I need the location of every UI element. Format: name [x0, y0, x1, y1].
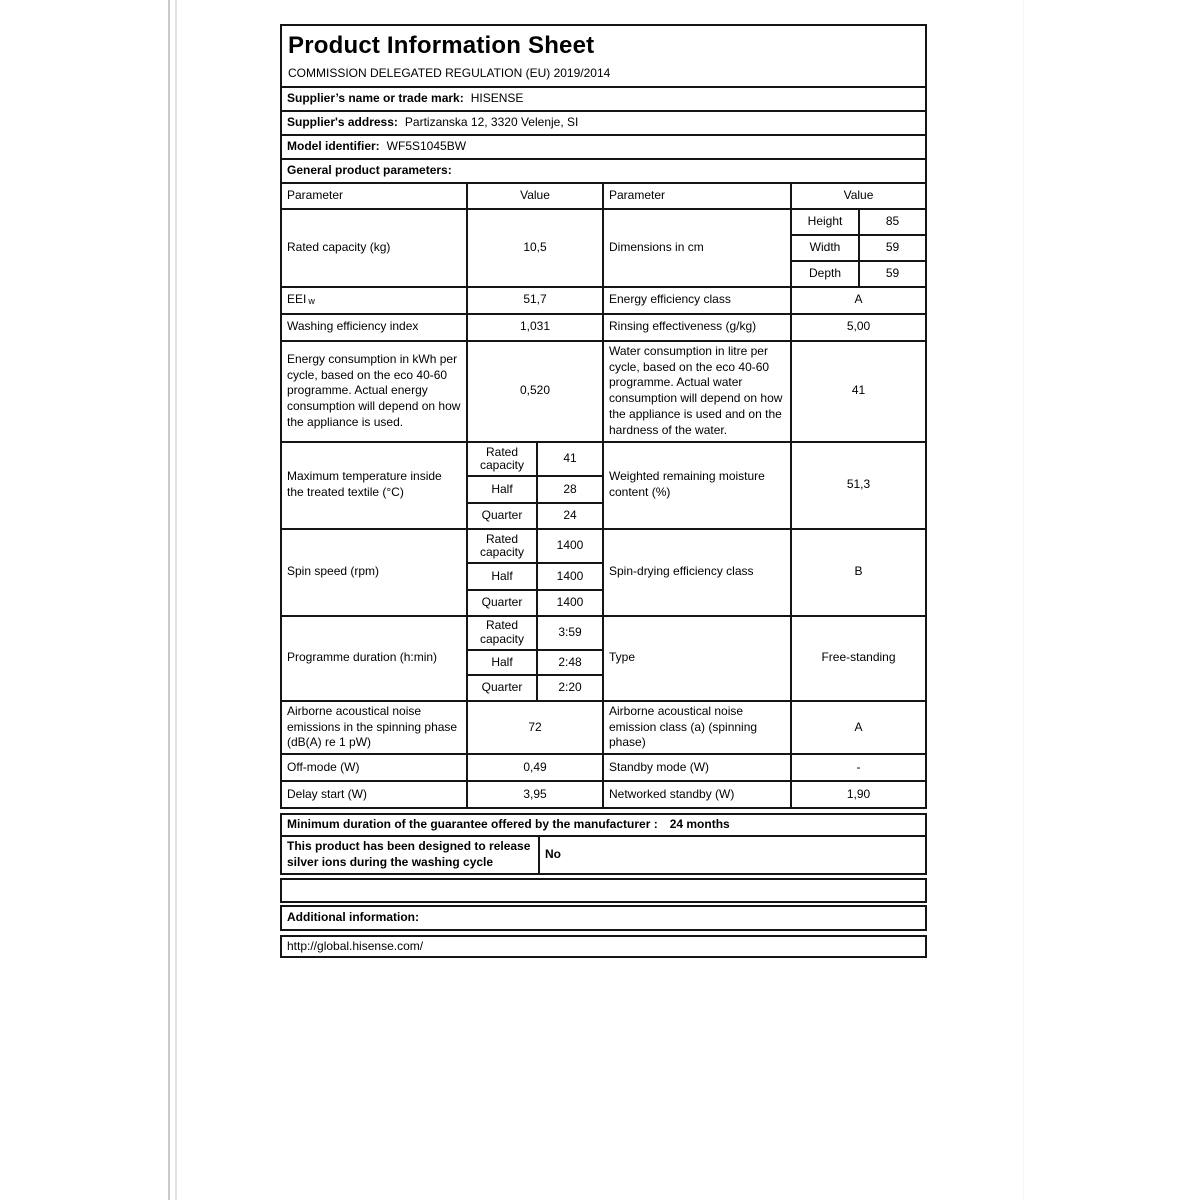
dimension-row-depth [792, 260, 925, 286]
row-programme-duration [280, 615, 927, 702]
spin-speed-quarter-value: 1400 [536, 591, 602, 615]
noise-emissions-value: 72 [466, 702, 602, 753]
row-washing-efficiency [280, 313, 927, 342]
dimension-depth-value: 59 [858, 262, 925, 286]
table-header-row [280, 182, 927, 210]
row-rated-capacity [280, 208, 927, 288]
dimensions-subtable [790, 210, 925, 286]
spin-speed-half-value: 1400 [536, 564, 602, 588]
duration-quarter-value: 2:20 [536, 676, 602, 700]
water-consumption-value: 41 [790, 342, 925, 441]
washing-efficiency-value: 1,031 [466, 315, 602, 340]
row-spin-speed [280, 528, 927, 617]
eei-label-main: EEI [287, 292, 307, 307]
row-max-temperature [280, 441, 927, 530]
duration-half-row [468, 649, 602, 675]
networked-standby-value: 1,90 [790, 782, 925, 807]
dimension-width-label: Width [809, 240, 841, 255]
dimension-row-height [792, 210, 925, 234]
row-delay-start [280, 780, 927, 809]
dimension-width-value: 59 [858, 236, 925, 260]
max-temperature-label: Maximum temperature inside the treated textile (°C) [287, 469, 442, 500]
dimension-height-label: Height [807, 214, 843, 229]
empty-row [280, 878, 927, 903]
eei-label-subscript: w [308, 296, 315, 307]
moisture-content-label: Weighted remaining moisture content (%) [602, 443, 790, 528]
dimension-depth-label: Depth [808, 266, 842, 281]
eei-label [282, 288, 466, 313]
row-silver-ions [280, 835, 927, 875]
header-param-left: Parameter [287, 187, 344, 202]
energy-consumption-value: 0,520 [466, 342, 602, 441]
spin-speed-rated-value: 1400 [536, 530, 602, 563]
dimension-height-value: 85 [858, 210, 925, 234]
dimension-row-width [792, 234, 925, 260]
page-edge-line-right [1023, 0, 1024, 1200]
noise-class-label: Airborne acoustical noise emission class (a) (spinning phase) [602, 702, 790, 753]
spin-drying-class-value: B [790, 530, 925, 615]
moisture-content-value: 51,3 [790, 443, 925, 528]
spin-speed-half-label: Half [491, 568, 513, 583]
energy-class-label: Energy efficiency class [602, 288, 790, 313]
type-label: Type [602, 617, 790, 700]
row-off-mode [280, 753, 927, 782]
max-temperature-subtable [466, 443, 602, 528]
max-temp-half-row [468, 475, 602, 501]
rinsing-value: 5,00 [790, 315, 925, 340]
model-identifier-value: WF5S1045BW [386, 138, 467, 153]
supplier-name-value: HISENSE [470, 90, 524, 105]
spin-drying-class-label: Spin-drying efficiency class [602, 530, 790, 615]
max-temp-rated-row [468, 443, 602, 476]
website-link[interactable]: http://global.hisense.com/ [287, 938, 424, 953]
energy-consumption-label: Energy consumption in kWh per cycle, based on the eco 40-60 programme. Actual energy consumption will depend on how the appliance is used. [287, 351, 461, 429]
page-title: Product Information Sheet [288, 32, 595, 59]
supplier-address-row [280, 110, 927, 136]
spin-speed-quarter-label: Quarter [481, 595, 523, 610]
off-mode-label: Off-mode (W) [287, 759, 360, 774]
noise-class-value: A [790, 702, 925, 753]
supplier-name-row [280, 86, 927, 112]
model-identifier-row [280, 134, 927, 160]
duration-rated-row [468, 617, 602, 649]
max-temp-quarter-label: Quarter [481, 508, 523, 523]
programme-duration-label: Programme duration (h:min) [287, 650, 438, 665]
duration-half-value: 2:48 [536, 651, 602, 675]
regulation-subtitle: COMMISSION DELEGATED REGULATION (EU) 2019/2014 [288, 66, 611, 81]
max-temp-rated-value: 41 [536, 443, 602, 476]
general-parameters-label: General product parameters: [287, 162, 452, 177]
duration-half-label: Half [491, 654, 513, 669]
max-temp-quarter-value: 24 [536, 504, 602, 528]
guarantee-label: Minimum duration of the guarantee offered by the manufacturer : [287, 817, 658, 832]
rated-capacity-value: 10,5 [466, 210, 602, 286]
max-temp-rated-label: Rated capacity [479, 444, 525, 473]
spin-speed-quarter-row [468, 589, 602, 615]
max-temp-half-value: 28 [536, 477, 602, 501]
spin-speed-half-row [468, 562, 602, 588]
rinsing-label: Rinsing effectiveness (g/kg) [602, 315, 790, 340]
row-eei [280, 286, 927, 315]
guarantee-value: 24 months [669, 817, 730, 832]
silver-ions-value: No [538, 837, 925, 873]
header-value-right: Value [790, 184, 925, 208]
networked-standby-label: Networked standby (W) [602, 782, 790, 807]
rated-capacity-label: Rated capacity (kg) [287, 239, 391, 254]
header-value-left: Value [466, 184, 602, 208]
page-edge-line-light [175, 0, 177, 1200]
off-mode-value: 0,49 [466, 755, 602, 780]
duration-rated-label: Rated capacity [479, 618, 525, 646]
spin-speed-rated-row [468, 530, 602, 563]
water-consumption-label: Water consumption in litre per cycle, based on the eco 40-60 programme. Actual water consumption will depend on how the appliance is used and on the hardness of the water. [602, 342, 790, 441]
row-noise [280, 700, 927, 755]
max-temp-quarter-row [468, 502, 602, 528]
washing-efficiency-label: Washing efficiency index [287, 319, 419, 334]
header-param-right: Parameter [602, 184, 790, 208]
additional-information-label: Additional information: [287, 910, 419, 925]
duration-rated-value: 3:59 [536, 617, 602, 649]
row-website [280, 935, 927, 958]
title-block [280, 24, 927, 88]
delay-start-label: Delay start (W) [287, 786, 368, 801]
row-guarantee [280, 813, 927, 837]
type-value: Free-standing [790, 617, 925, 700]
supplier-address-value: Partizanska 12, 3320 Velenje, SI [404, 114, 579, 129]
row-additional-information [280, 905, 927, 931]
spin-speed-rated-label: Rated capacity [479, 531, 525, 560]
standby-value: - [790, 755, 925, 780]
spin-speed-label: Spin speed (rpm) [287, 564, 380, 579]
dimensions-label: Dimensions in cm [602, 210, 790, 286]
supplier-name-label: Supplier’s name or trade mark: [287, 90, 464, 105]
noise-emissions-label: Airborne acoustical noise emissions in the spinning phase (dB(A) re 1 pW) [287, 703, 458, 750]
spin-speed-subtable [466, 530, 602, 615]
eei-value: 51,7 [466, 288, 602, 313]
silver-ions-label: This product has been designed to release silver ions during the washing cycle [287, 839, 531, 870]
product-information-sheet [280, 26, 927, 958]
duration-quarter-row [468, 674, 602, 700]
supplier-address-label: Supplier's address: [287, 114, 398, 129]
programme-duration-subtable [466, 617, 602, 700]
max-temp-half-label: Half [491, 481, 513, 496]
model-identifier-label: Model identifier: [287, 138, 380, 153]
energy-class-value: A [790, 288, 925, 313]
page-edge-line [168, 0, 170, 1200]
duration-quarter-label: Quarter [481, 680, 523, 695]
row-consumption [280, 340, 927, 443]
delay-start-value: 3,95 [466, 782, 602, 807]
general-parameters-row [280, 158, 927, 184]
standby-label: Standby mode (W) [602, 755, 790, 780]
